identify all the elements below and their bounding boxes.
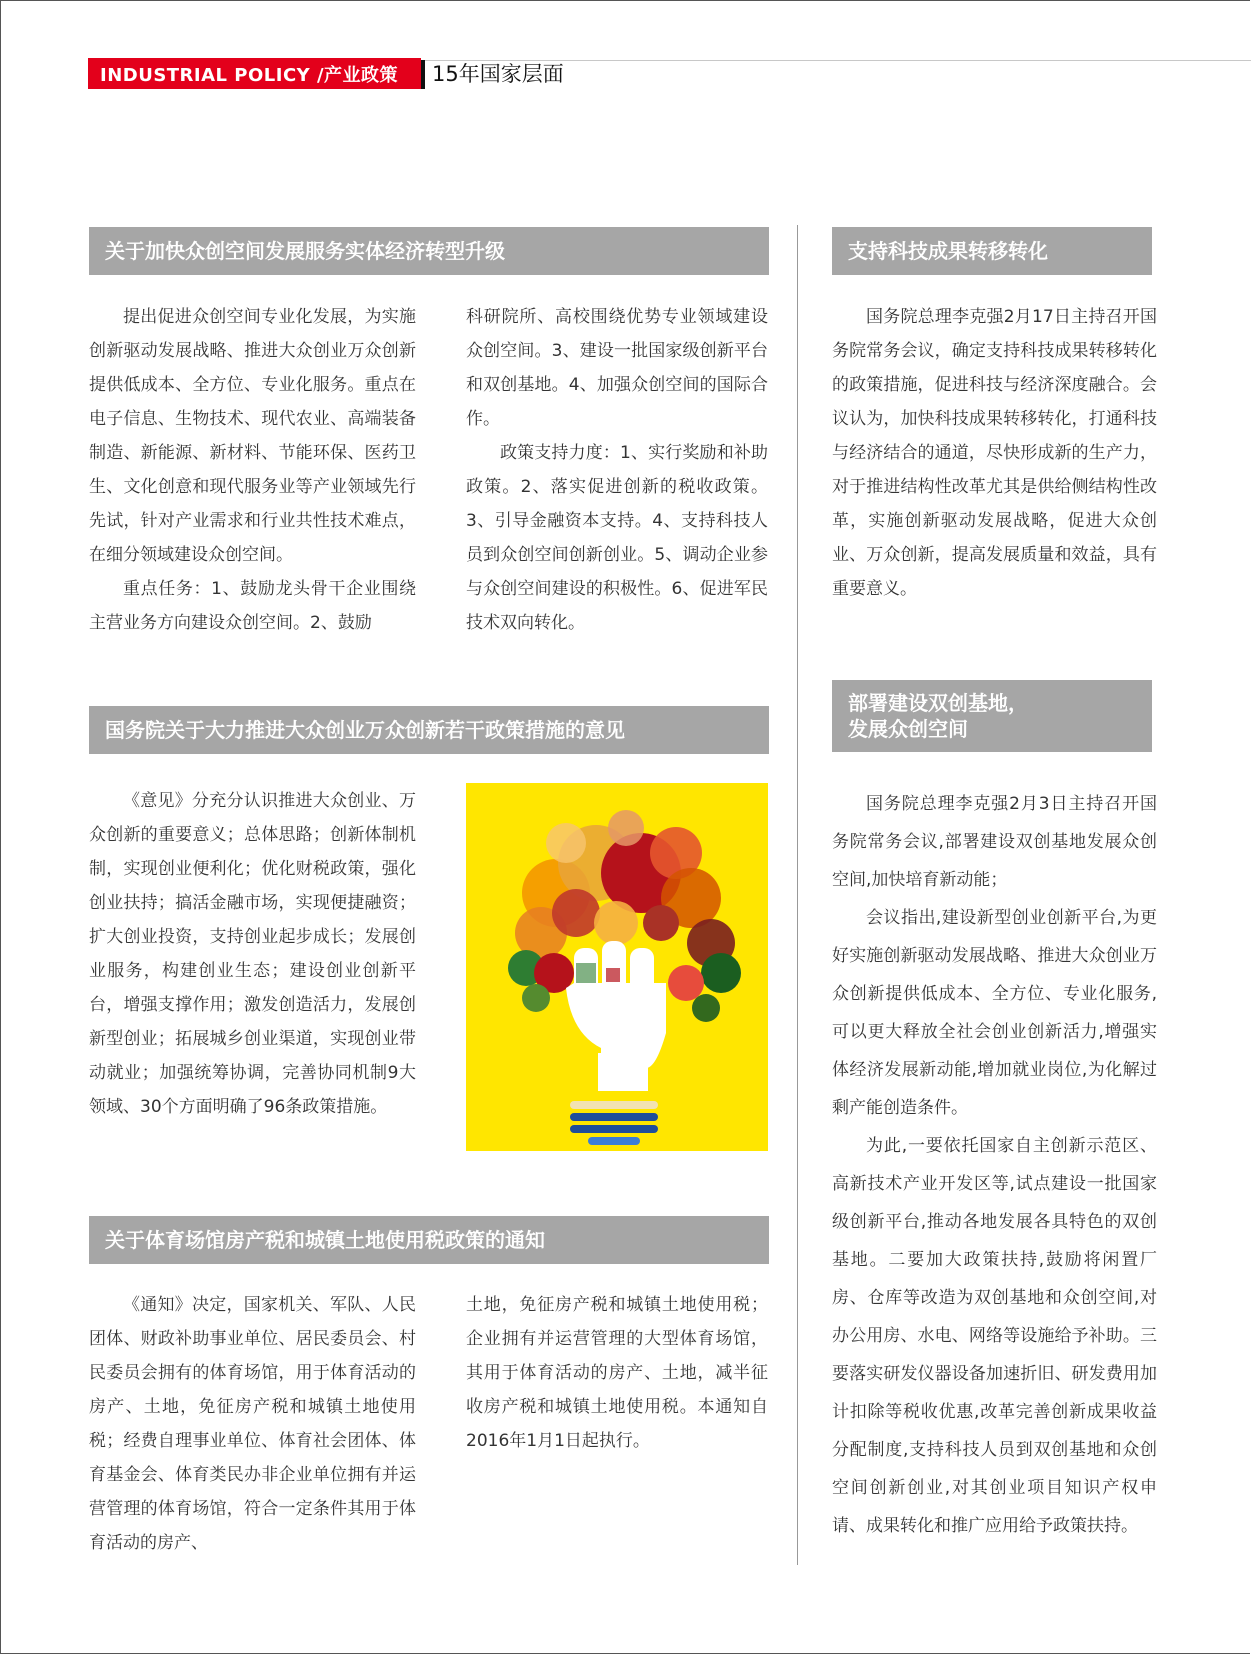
paragraph: 会议指出,建设新型创业创新平台,为更好实施创新驱动发展战略、推进大众创业万众创新提供低成本、全方位、专业化服务,可以更大释放全社会创业创新活力,增强实体经济发展新动能,增加就业岗位,为化解过剩产能创造条件。 [832, 908, 1157, 1118]
lightbulb-icon [466, 783, 768, 1151]
section-1-col-1 [89, 300, 416, 640]
section-4-body [832, 300, 1157, 606]
section-1-col-2 [466, 300, 768, 640]
section-title-2-text: 国务院关于大力推进大众创业万众创新若干政策措施的意见 [105, 718, 625, 742]
section-3-col-2 [466, 1288, 768, 1458]
section-title-1-text: 关于加快众创空间发展服务实体经济转型升级 [105, 239, 505, 263]
column-divider [797, 225, 798, 1565]
section-title-3-text: 关于体育场馆房产税和城镇土地使用税政策的通知 [105, 1228, 545, 1252]
paragraph: 土地，免征房产税和城镇土地使用税；企业拥有并运营管理的大型体育场馆，其用于体育活动的房产、土地，减半征收房产税和城镇土地使用税。本通知自2016年1月1日起执行。 [466, 1295, 768, 1451]
paragraph: 为此,一要依托国家自主创新示范区、高新技术产业开发区等,试点建设一批国家级创新平台,推动各地发展各具特色的双创基地。二要加大政策扶持,鼓励将闲置厂房、仓库等改造为双创基地和众创空间,对办公用房、水电、网络等设施给予补助。三要落实研发仪器设备加速折旧、研发费用加计扣除等税收优惠,改革完善创新成果收益分配制度,支持科技人员到双创基地和众创空间创新创业,对其创业项目知识产权申请、成果转化和推广应用给予政策扶持。 [832, 1136, 1157, 1536]
section-title-5-line-2: 发展众创空间 [848, 717, 968, 741]
section-3-col-1 [89, 1288, 416, 1560]
paragraph: 国务院总理李克强2月3日主持召开国务院常务会议,部署建设双创基地发展众创空间,加快培育新动能； [832, 794, 1157, 890]
section-title-3 [89, 1216, 769, 1264]
section-title-2 [89, 706, 769, 754]
lightbulb-fist-illustration [466, 783, 768, 1151]
section-2-body [89, 784, 416, 1124]
paragraph: 科研院所、高校围绕优势专业领域建设众创空间。3、建设一批国家级创新平台和双创基地。4、加强众创空间的国际合作。 [466, 307, 768, 429]
section-title-4 [832, 227, 1152, 275]
section-label: 15年国家层面 [432, 62, 564, 86]
paragraph: 国务院总理李克强2月17日主持召开国务院常务会议，确定支持科技成果转移转化的政策措施，促进科技与经济深度融合。会议认为，加快科技成果转移转化，打通科技与经济结合的通道，尽快形成新的生产力，对于推进结构性改革尤其是供给侧结构性改革，实施创新驱动发展战略，促进大众创业、万众创新，提高发展质量和效益，具有重要意义。 [832, 307, 1157, 599]
brand-tag [88, 58, 421, 89]
paragraph: 政策支持力度：1、实行奖励和补助政策。2、落实促进创新的税收政策。3、引导金融资本支持。4、支持科技人员到众创空间创新创业。5、调动企业参与众创空间建设的积极性。6、促进军民技术双向转化。 [466, 443, 768, 633]
section-title-1 [89, 227, 769, 275]
paragraph: 《意见》分充分认识推进大众创业、万众创新的重要意义；总体思路；创新体制机制，实现创业便利化；优化财税政策，强化创业扶持；搞活金融市场，实现便捷融资；扩大创业投资，支持创业起步成长；发展创业服务，构建创业生态；建设创业创新平台，增强支撑作用；激发创造活力，发展创新型创业；拓展城乡创业渠道，实现创业带动就业；加强统筹协调，完善协同机制9大领域、30个方面明确了96条政策措施。 [89, 791, 416, 1117]
paragraph: 《通知》决定，国家机关、军队、人民团体、财政补助事业单位、居民委员会、村民委员会拥有的体育场馆，用于体育活动的房产、土地，免征房产税和城镇土地使用税；经费自理事业单位、体育社会团体、体育基金会、体育类民办非企业单位拥有并运营管理的体育场馆，符合一定条件其用于体育活动的房产、 [89, 1295, 416, 1553]
paragraph: 提出促进众创空间专业化发展，为实施创新驱动发展战略、推进大众创业万众创新提供低成本、全方位、专业化服务。重点在电子信息、生物技术、现代农业、高端装备制造、新能源、新材料、节能环保、医药卫生、文化创意和现代服务业等产业领域先行先试，针对产业需求和行业共性技术难点，在细分领域建设众创空间。 [89, 307, 416, 565]
section-5-body [832, 785, 1157, 1545]
paragraph: 重点任务：1、鼓励龙头骨干企业围绕主营业务方向建设众创空间。2、鼓励 [89, 579, 416, 633]
header-divider-bar [421, 60, 425, 89]
brand-text: INDUSTRIAL POLICY /产业政策 [100, 64, 399, 86]
section-title-5-line-1: 部署建设双创基地， [848, 691, 1028, 715]
section-title-4-text: 支持科技成果转移转化 [848, 239, 1048, 263]
section-title-5 [832, 680, 1152, 752]
